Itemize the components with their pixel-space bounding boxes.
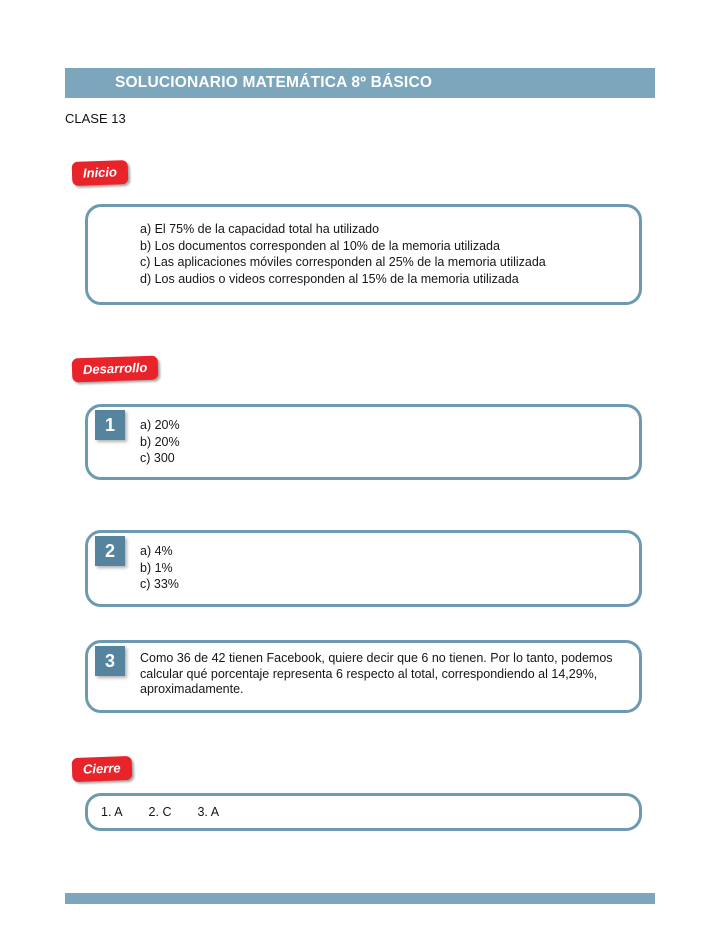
exercise-2-box: [85, 530, 642, 607]
class-label: CLASE 13: [65, 111, 126, 126]
exercise-2-line-b: b) 1%: [140, 560, 173, 575]
exercise-2-line-a: a) 4%: [140, 544, 173, 558]
exercise-1-line-c: c) 300: [140, 451, 175, 465]
exercise-2-line-c: c) 33%: [140, 577, 179, 591]
exercise-3-solution-text: Como 36 de 42 tienen Facebook, quiere decir que 6 no tienen. Por lo tanto, podemos calcular qué porcentaje representa 6 respecto al total, correspondiendo al 14,29%, aproximadamente.: [140, 651, 613, 696]
cierre-answer-3: 3. A: [197, 805, 220, 819]
cierre-answer-2: 2. C: [148, 805, 172, 819]
inicio-answer-box: [85, 204, 642, 305]
inicio-answer-line-a: a) El 75% de la capacidad total ha utilizado: [140, 222, 380, 236]
header-bar: [65, 68, 655, 98]
inicio-answer-line-d: d) Los audios o videos corresponden al 15% de la memoria utilizada: [140, 271, 519, 286]
exercise-3-number: 3: [95, 646, 125, 676]
footer-bar: [65, 893, 655, 904]
page-title: SOLUCIONARIO MATEMÁTICA 8º BÁSICO: [115, 74, 433, 91]
section-badge-inicio: Inicio: [72, 160, 129, 186]
cierre-answers-box: [85, 793, 642, 831]
section-badge-cierre: Cierre: [72, 756, 132, 782]
exercise-2-number: 2: [95, 536, 125, 566]
exercise-1-number: 1: [95, 410, 125, 440]
inicio-answer-line-b: b) Los documentos corresponden al 10% de la memoria utilizada: [140, 238, 500, 253]
section-badge-desarrollo: Desarrollo: [72, 356, 159, 383]
exercise-1-line-a: a) 20%: [140, 418, 180, 432]
inicio-answer-line-c: c) Las aplicaciones móviles corresponden al 25% de la memoria utilizada: [140, 255, 546, 269]
cierre-answer-1: 1. A: [101, 805, 123, 819]
exercise-1-box: [85, 404, 642, 480]
exercise-3-box: [85, 640, 642, 713]
exercise-1-line-b: b) 20%: [140, 434, 180, 449]
